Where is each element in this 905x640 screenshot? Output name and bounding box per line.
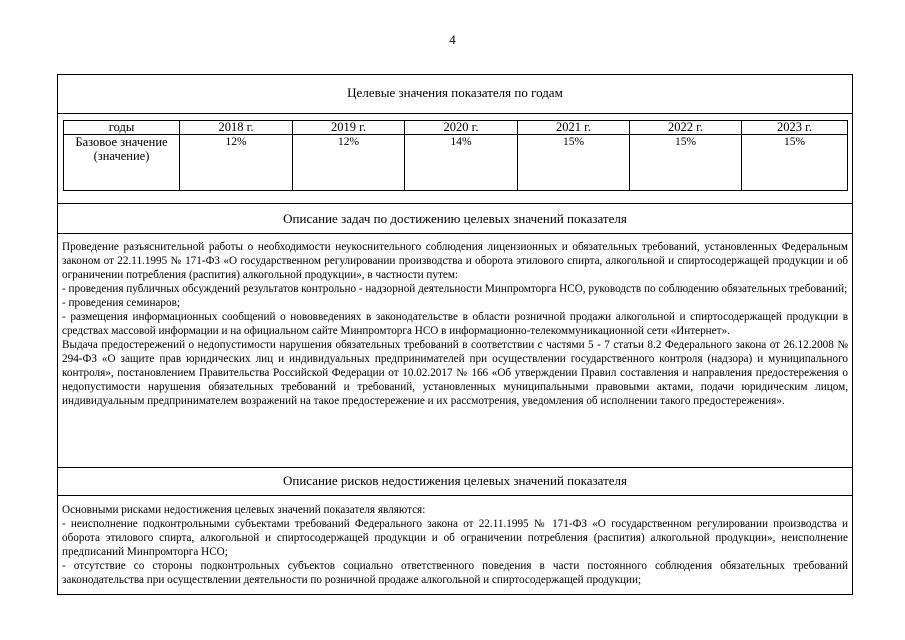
- divider: [58, 467, 852, 468]
- year-cell: 2019 г.: [293, 121, 405, 135]
- value-cell: 14%: [405, 135, 518, 191]
- years-table: [63, 120, 848, 191]
- tasks-header: Описание задач по достижению целевых значений показателя: [283, 211, 627, 226]
- values-row: [64, 135, 848, 191]
- divider: [58, 203, 852, 204]
- value-cell: 12%: [293, 135, 405, 191]
- year-cell: 2022 г.: [630, 121, 742, 135]
- year-cell: 2023 г.: [742, 121, 848, 135]
- tasks-paragraph: - размещения информационных сообщений о нововведениях в законодательстве в области розничной продажи алкогольной и спиртосодержащей продукции в средствах массовой информации и на официальном сайте Минпромторга НСО в информационно-телекоммуникационной сети «Интернет».: [62, 311, 848, 337]
- tasks-paragraph: - проведения семинаров;: [62, 297, 180, 309]
- years-header-row: [64, 121, 848, 135]
- risks-paragraph: - отсутствие со стороны подконтрольных субъектов социально ответственного поведения в части постоянного соблюдения обязательных требований законодательства при осуществлении деятельности по розничной продаже алкогольной и спиртосодержащей продукции;: [62, 560, 848, 586]
- tasks-paragraph: Выдача предостережений о недопустимости нарушения обязательных требований в соответствии с частями 5 - 7 статьи 8.2 Федерального закона от 26.12.2008 № 294-ФЗ «О защите прав юридических лиц и индивидуальных предпринимателей при осуществлении государственного контроля (надзора) и муниципального контроля», постановлением Правительства Российской Федерации от 10.02.2017 № 166 «Об утверждении Правил составления и направления предостережения о недопустимости нарушения обязательных требований и требований, установленных муниципальными правовыми актами, подачи юридическим лицом, индивидуальным предпринимателем возражений на такое предостережение и их рассмотрения, уведомления об исполнении такого предостережения».: [62, 339, 848, 407]
- divider: [58, 233, 852, 234]
- year-cell: 2020 г.: [405, 121, 518, 135]
- value-cell: 15%: [742, 135, 848, 191]
- year-cell: 2018 г.: [180, 121, 293, 135]
- value-cell: 12%: [180, 135, 293, 191]
- indicator-table: [57, 74, 853, 595]
- year-cell: 2021 г.: [518, 121, 630, 135]
- divider: [58, 113, 852, 114]
- tasks-text: [62, 240, 848, 408]
- value-cell: 15%: [518, 135, 630, 191]
- value-cell: 15%: [630, 135, 742, 191]
- tasks-paragraph: Проведение разъяснительной работы о необходимости неукоснительного соблюдения лицензионных и обязательных требований, установленных Федеральным законом от 22.11.1995 № 171-ФЗ «О государственном регулировании производства и оборота этилового спирта, алкогольной и спиртосодержащей продукции и об ограничении потребления (распития) алкогольной продукции», в частности путем:: [62, 241, 848, 281]
- risks-header: Описание рисков недостижения целевых значений показателя: [282, 473, 628, 488]
- risks-paragraph: Основными рисками недостижения целевых значений показателя являются:: [62, 504, 426, 516]
- risks-text: [62, 503, 848, 587]
- targets-header: Целевые значения показателя по годам: [347, 85, 563, 100]
- tasks-paragraph: - проведения публичных обсуждений результатов контрольно - надзорной деятельности Минпромторга НСО, руководств по соблюдению обязательных требований;: [62, 283, 848, 295]
- base-value-label: Базовое значение (значение): [64, 135, 180, 191]
- page-number: 4: [449, 32, 456, 47]
- divider: [58, 495, 852, 496]
- years-col-label: годы: [64, 121, 180, 135]
- risks-paragraph: - неисполнение подконтрольными субъектами требований Федерального закона от 22.11.1995 № 171-ФЗ «О государственном регулировании производства и оборота этилового спирта, алкогольной и спиртосодержащей продукции и об ограничении потребления (распития) алкогольной продукции», неисполнение предписаний Минпромторга НСО;: [62, 518, 848, 558]
